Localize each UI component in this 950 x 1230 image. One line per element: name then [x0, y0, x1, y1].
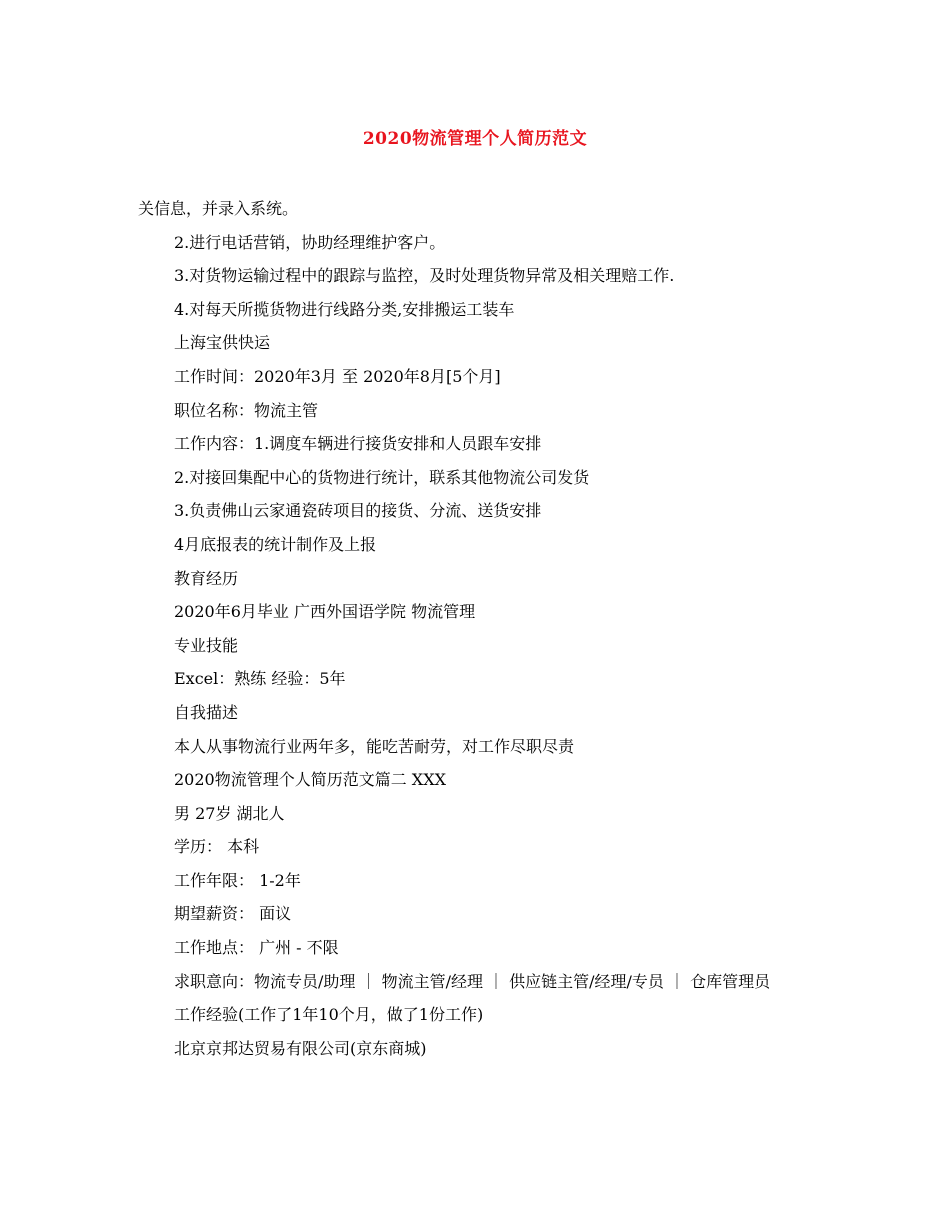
- body-line: 自我描述: [174, 702, 239, 722]
- body-line: 工作经验(工作了1年10个月，做了1份工作): [174, 1005, 484, 1025]
- body-line: 工作地点： 广州 - 不限: [174, 938, 339, 958]
- document-title: 2020物流管理个人简历范文: [362, 129, 588, 149]
- body-line: 工作年限： 1-2年: [174, 870, 301, 890]
- body-line: 3.负责佛山云家通瓷砖项目的接货、分流、送货安排: [174, 501, 542, 521]
- body-line: 上海宝供快运: [174, 333, 271, 353]
- document-body: [138, 192, 818, 1065]
- body-line: 2.进行电话营销，协助经理维护客户。: [174, 232, 446, 252]
- body-line: Excel：熟练 经验：5年: [174, 669, 346, 689]
- body-line: 2.对接回集配中心的货物进行统计，联系其他物流公司发货: [174, 467, 590, 487]
- body-line: 工作时间：2020年3月 至 2020年8月[5个月]: [174, 366, 501, 386]
- body-line: 教育经历: [174, 568, 239, 588]
- body-line: 工作内容：1.调度车辆进行接货安排和人员跟车安排: [174, 434, 542, 454]
- body-line: 2020物流管理个人简历范文篇二 XXX: [174, 770, 446, 790]
- body-line: 职位名称：物流主管: [174, 400, 319, 420]
- body-line: 专业技能: [174, 635, 239, 655]
- body-line: 本人从事物流行业两年多，能吃苦耐劳，对工作尽职尽责: [174, 736, 575, 756]
- body-line: 学历： 本科: [174, 837, 260, 857]
- body-line: 4月底报表的统计制作及上报: [174, 534, 377, 554]
- body-line: 男 27岁 湖北人: [174, 803, 285, 823]
- body-line: 期望薪资： 面议: [174, 904, 292, 924]
- body-line: 求职意向：物流专员/助理 ｜ 物流主管/经理 ｜ 供应链主管/经理/专员 ｜ 仓库管理员: [174, 971, 771, 991]
- body-line: 3.对货物运输过程中的跟踪与监控，及时处理货物异常及相关理赔工作.: [174, 266, 675, 286]
- body-line: 4.对每天所揽货物进行线路分类,安排搬运工装车: [174, 299, 515, 319]
- body-line: 北京京邦达贸易有限公司(京东商城): [174, 1038, 427, 1058]
- body-line: 2020年6月毕业 广西外国语学院 物流管理: [174, 602, 476, 622]
- body-line: 关信息，并录入系统。: [138, 199, 299, 218]
